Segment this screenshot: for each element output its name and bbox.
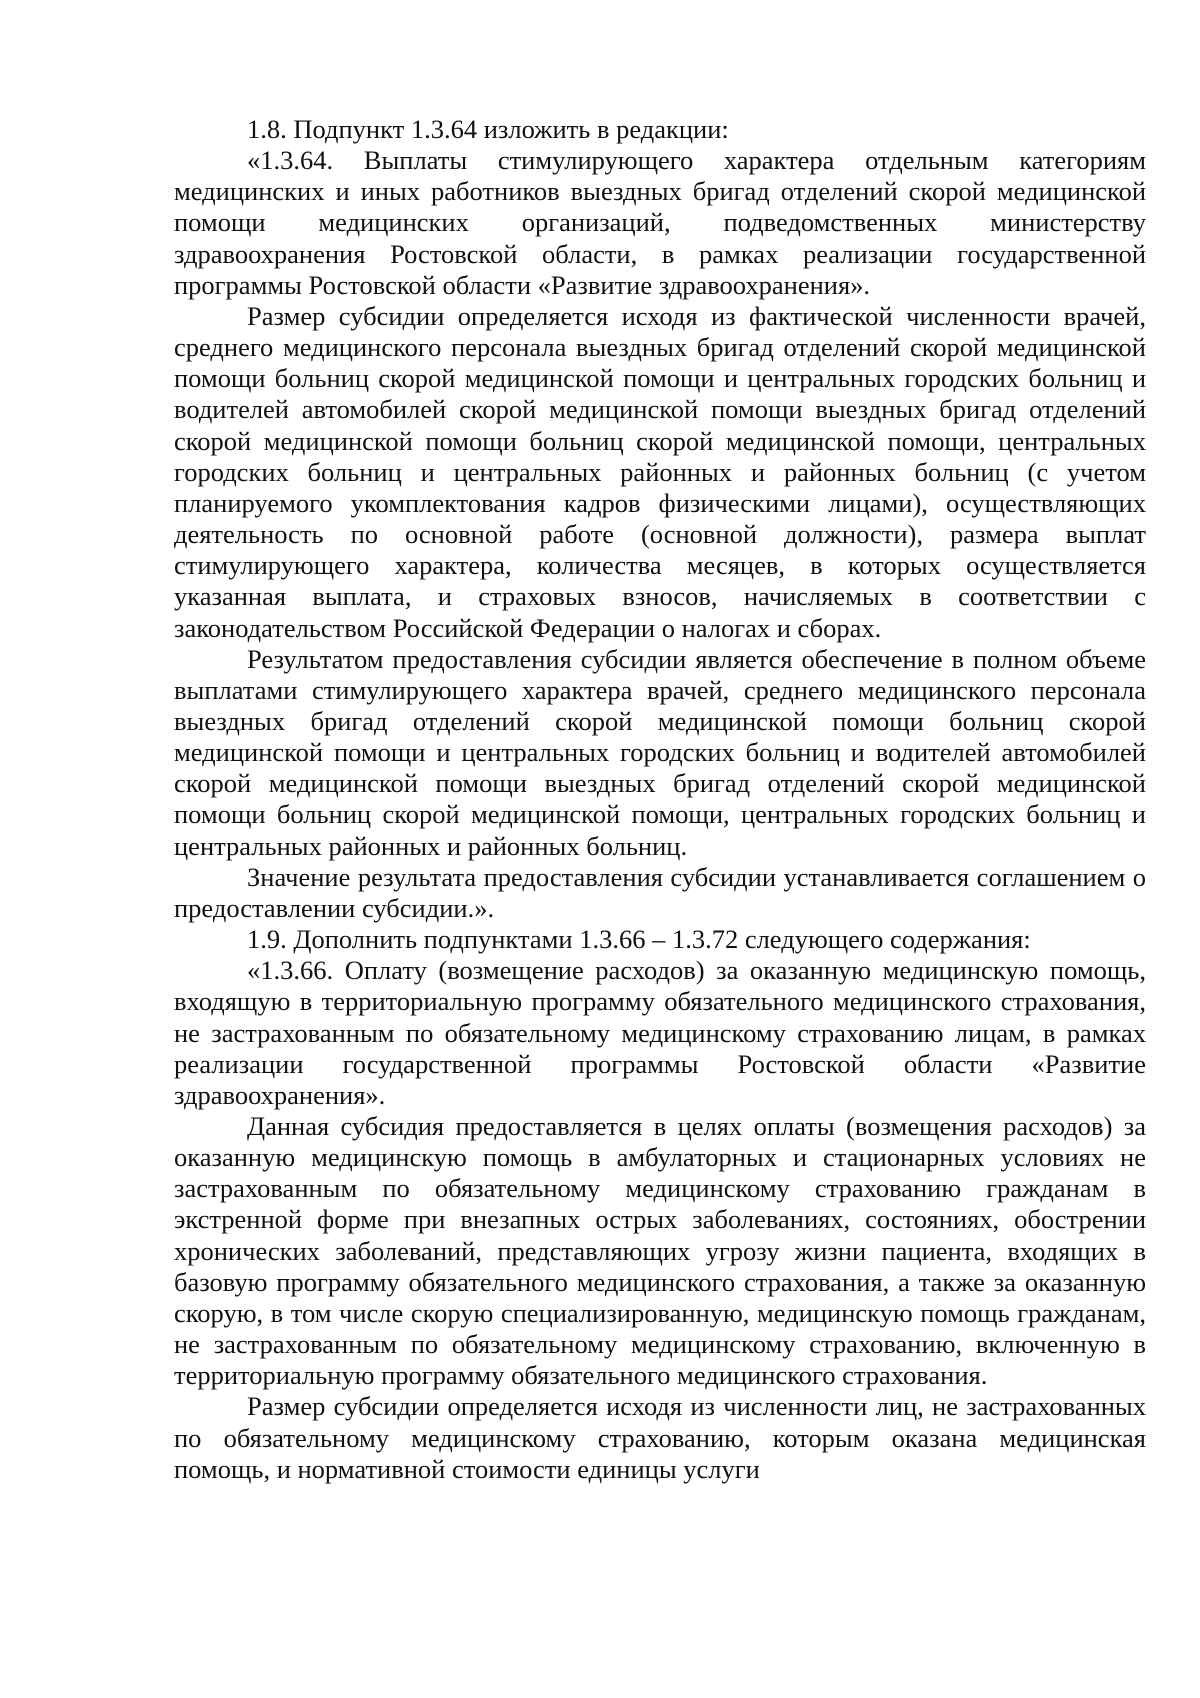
paragraph-1-9: 1.9. Дополнить подпунктами 1.3.66 – 1.3.72 следующего содержания: (247, 924, 1031, 955)
paragraph-1-8: 1.8. Подпункт 1.3.64 изложить в редакции: (247, 114, 729, 144)
paragraph-result-value: Значение результата предоставления субсидии устанавливается соглашением о предоставлении субсидии.». (174, 861, 1146, 923)
paragraph-subsidy-result: Результатом предоставления субсидии является обеспечение в полном объеме выплатами стимулирующего характера врачей, среднего медицинского персонала выездных бригад отделений скорой медицинской помощи больниц скорой медицинской помощи и центральных городских больниц и водителей автомобилей скорой медицинской помощи выездных бригад отделений скорой медицинской помощи больниц скорой медицинской помощи, центральных городских больниц и центральных районных и районных больниц. (174, 643, 1146, 861)
paragraph-subsidy-size-uninsured: Размер субсидии определяется исходя из численности лиц, не застрахованных по обязательному медицинскому страхованию, которым оказана медицинская помощь, и нормативной стоимости единицы услуги (174, 1391, 1146, 1484)
paragraph-subsidy-size: Размер субсидии определяется исходя из фактической численности врачей, среднего медицинского персонала выездных бригад отделений скорой медицинской помощи больниц скорой медицинской помощи и центральных городских больниц и водителей автомобилей скорой медицинской помощи выездных бригад отделений скорой медицинской помощи больниц скорой медицинской помощи, центральных городских больниц и центральных районных и районных больниц (с учетом планируемого укомплектования кадров физическими лицами), осуществляющих деятельность по основной работе (основной должности), размера выплат стимулирующего характера, количества месяцев, в которых осуществляется указанная выплата, и страховых взносов, начисляемых в соответствии с законодательством Российской Федерации о налогах и сборах. (174, 300, 1146, 643)
document-page (174, 114, 1146, 1485)
paragraph-1-3-64: «1.3.64. Выплаты стимулирующего характера отдельным категориям медицинских и иных работников выездных бригад отделений скорой медицинской помощи медицинских организаций, подведомственных министерству здравоохранения Ростовской области, в рамках реализации государственной программы Ростовской области «Развитие здравоохранения». (174, 145, 1146, 300)
paragraph-subsidy-purpose: Данная субсидия предоставляется в целях оплаты (возмещения расходов) за оказанную медицинскую помощь в амбулаторных и стационарных условиях не застрахованным по обязательному медицинскому страхованию гражданам в экстренной форме при внезапных острых заболеваниях, состояниях, обострении хронических заболеваний, представляющих угрозу жизни пациента, входящих в базовую программу обязательного медицинского страхования, а также за оказанную скорую, в том числе скорую специализированную, медицинскую помощь гражданам, не застрахованным по обязательному медицинскому страхованию, включенную в территориальную программу обязательного медицинского страхования. (174, 1111, 1146, 1391)
paragraph-1-3-66: «1.3.66. Оплату (возмещение расходов) за оказанную медицинскую помощь, входящую в территориальную программу обязательного медицинского страхования, не застрахованным по обязательному медицинскому страхованию лицам, в рамках реализации государственной программы Ростовской области «Развитие здравоохранения». (174, 955, 1146, 1110)
